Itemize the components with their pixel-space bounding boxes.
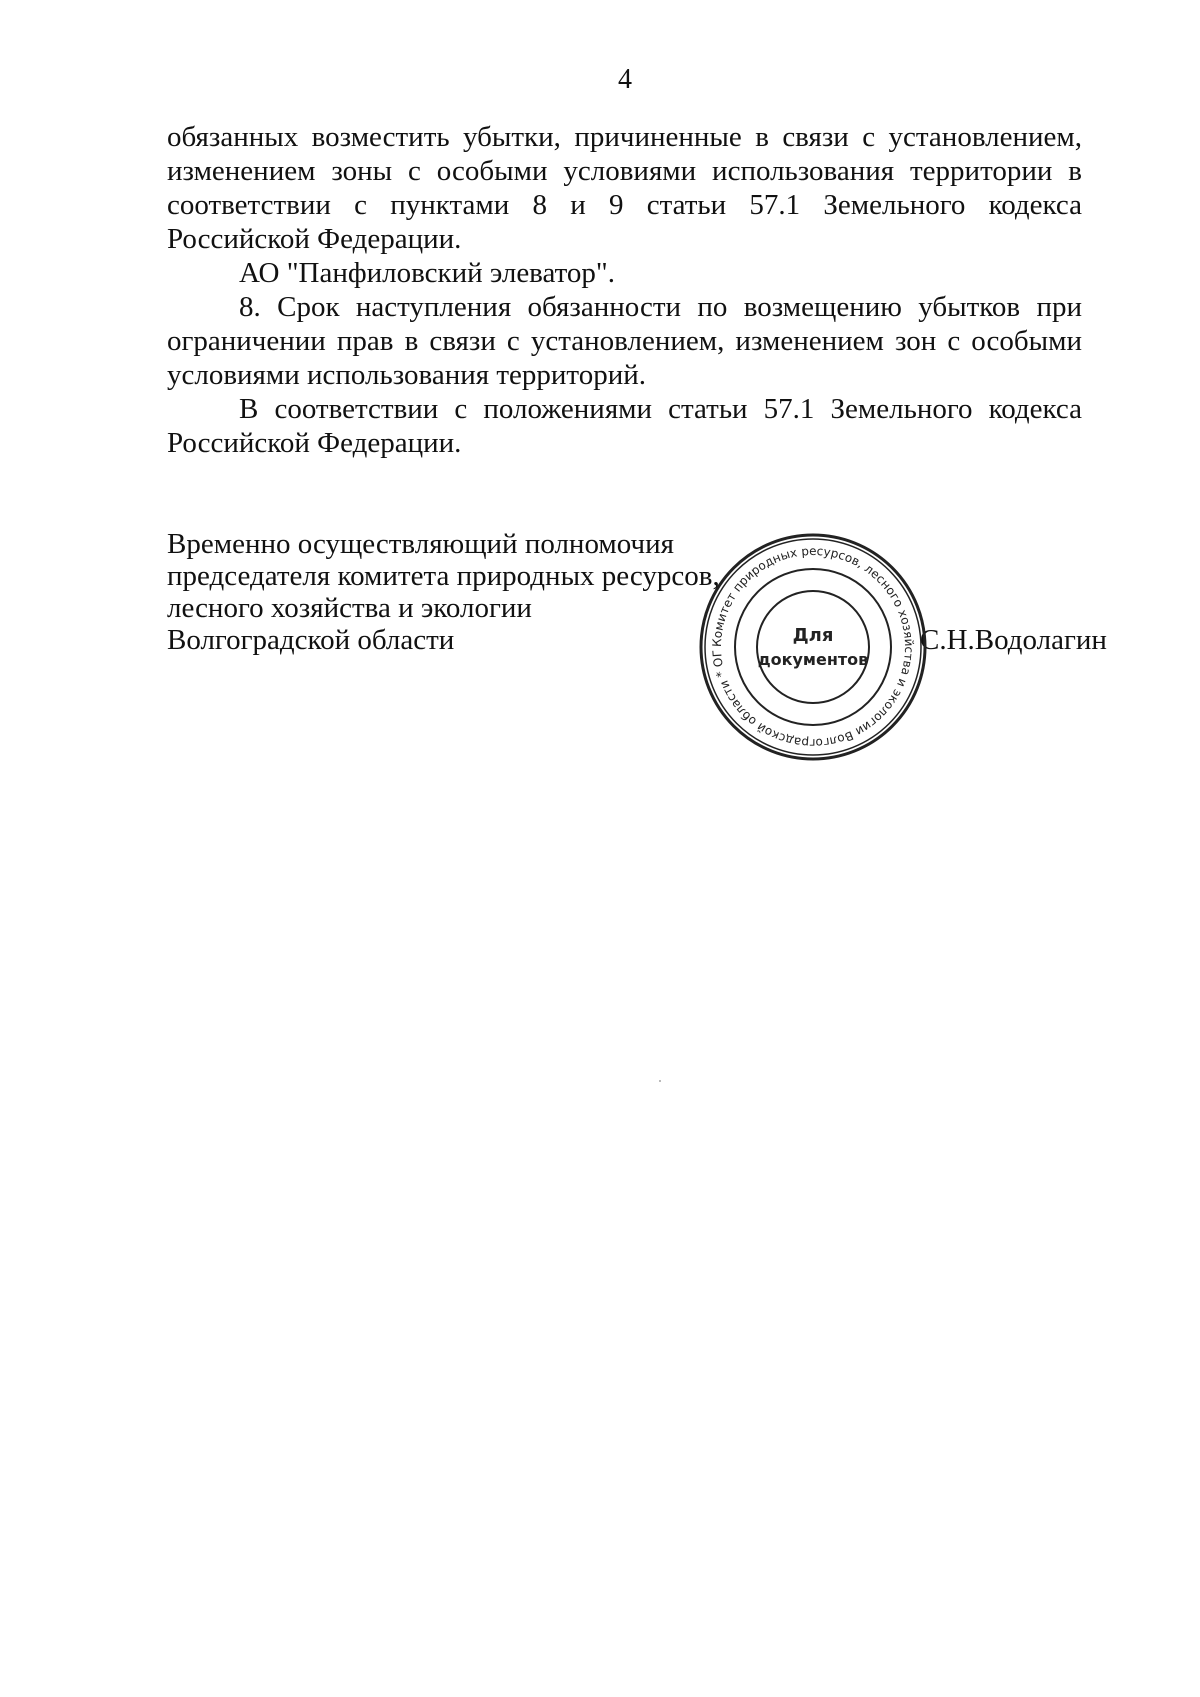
paragraph-2: АО "Панфиловский элеватор". [239,257,615,289]
stamp-ring-text: Комитет природных ресурсов, лесного хозяйства и экологии Волгоградской области * ОГ [709,543,917,751]
stamp-center-line-2: документов [757,650,869,669]
paragraph-1: обязанных возместить убытки, причиненные в связи с установлением, изменением зоны с особыми условиями использования территории в соответствии с пунктами 8 и 9 статьи 57.1 Земельного кодекса Российской Федерации. [167,121,1082,255]
signer-title-line-3: лесного хозяйства и экологии [167,592,532,624]
scan-speck [659,1080,661,1082]
document-body [167,120,1082,460]
paragraph-3: 8. Срок наступления обязанности по возмещению убытков при ограничении прав в связи с установлением, изменением зон с особыми условиями использования территорий. [167,291,1082,391]
page-number: 4 [618,64,632,95]
stamp-center-line-1: Для [792,625,834,646]
signer-title-line-2: председателя комитета природных ресурсов, [167,560,720,592]
official-stamp [693,527,933,767]
signer-name: С.Н.Водолагин [920,624,1107,656]
signer-title-line-1: Временно осуществляющий полномочия [167,528,674,560]
paragraph-4: В соответствии с положениями статьи 57.1 Земельного кодекса Российской Федерации. [167,393,1082,459]
stamp-seal-icon [693,527,933,767]
signer-title-line-4: Волгоградской области [167,624,455,656]
